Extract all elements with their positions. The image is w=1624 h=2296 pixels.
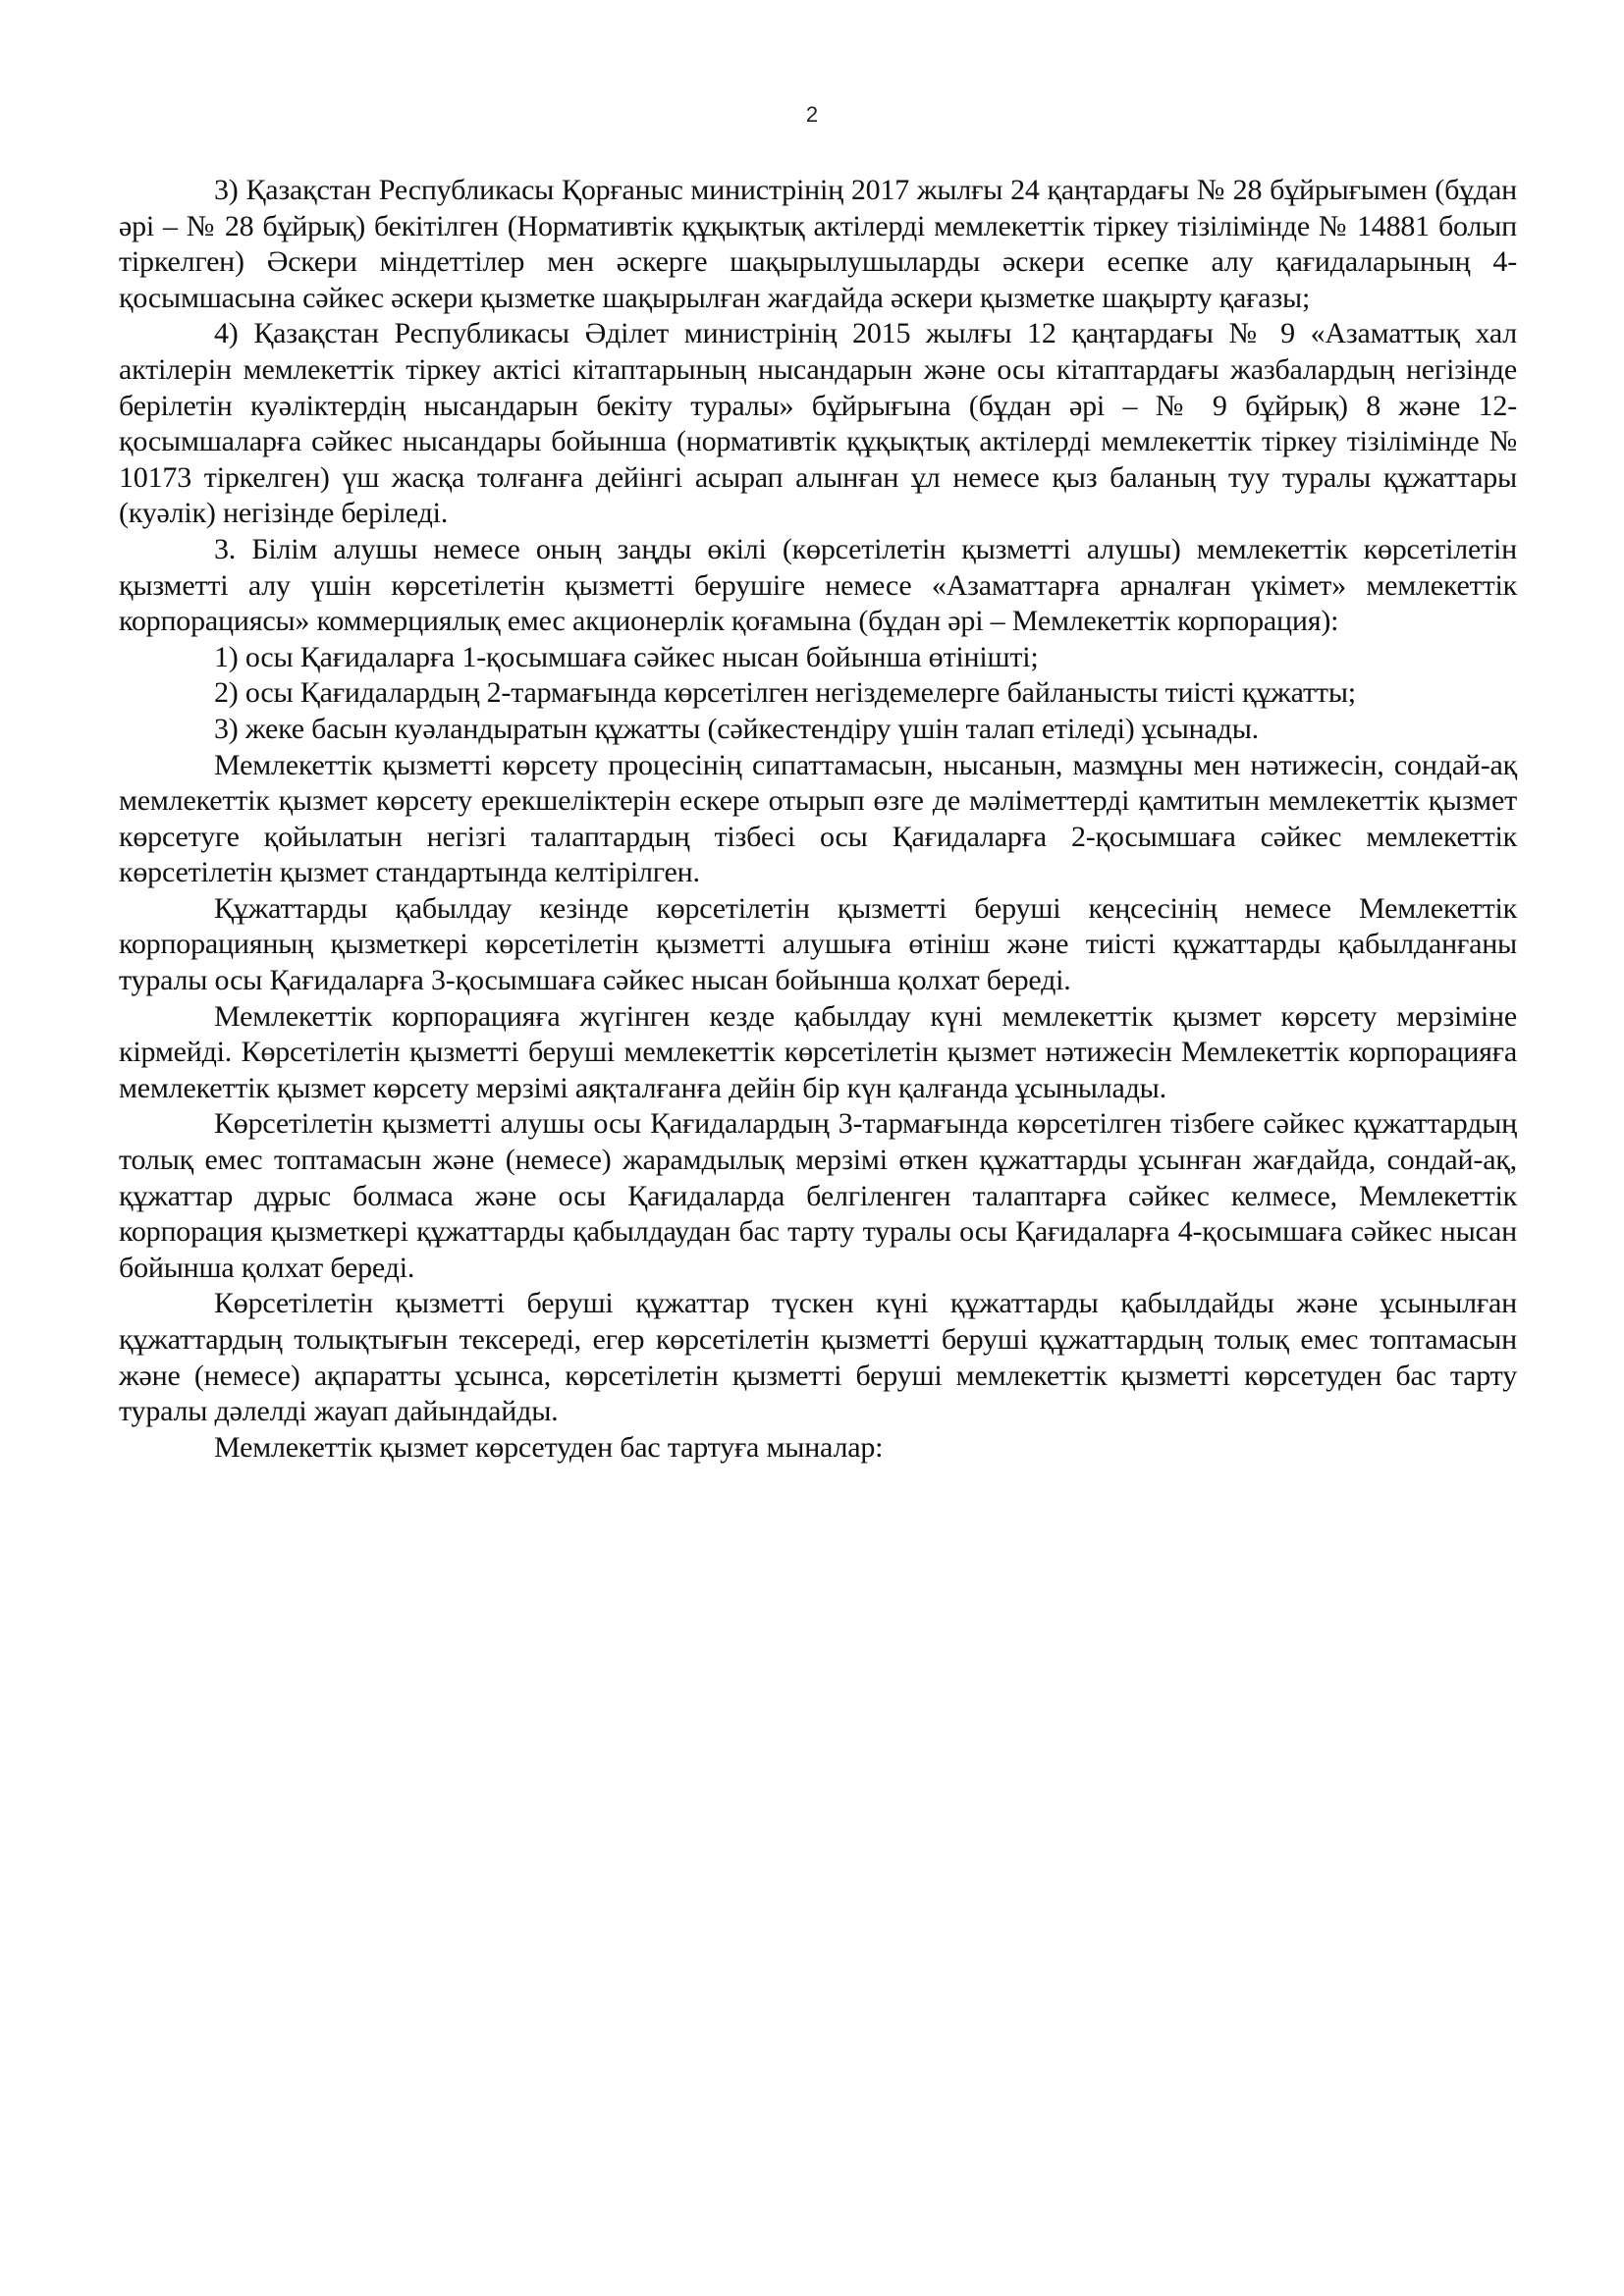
paragraph-state-corporation-timing: Мемлекеттік корпорацияға жүгінген кезде қабылдау күні мемлекеттік қызмет көрсету мерзіміне кірмейді. Көрсетілетін қызметті беруші мемлекеттік көрсетілетін қызмет нәтижесін Мемлекеттік корпорацияға мемлекеттік қызмет көрсету мерзімі аяқталғанға дейін бір күн қалғанда ұсынылады. (119, 999, 1517, 1104)
paragraph-clause-3-submission: 3. Білім алушы немесе оның заңды өкілі (көрсетілетін қызметті алушы) мемлекеттік көрсетілетін қызметті алу үшін көрсетілетін қызметті берушіге немесе «Азаматтарға арналған үкімет» мемлекеттік корпорациясы» коммерциялық емес акционерлік қоғамына (бұдан әрі – Мемлекеттік корпорация): (119, 532, 1517, 638)
paragraph-item-3-military-summons: 3) Қазақстан Республикасы Қорғаныс министрінің 2017 жылғы 24 қаңтардағы № 28 бұйрығымен (бұдан әрі – № 28 бұйрық) бекітілген (Нормативтік құқықтық актілерді мемлекеттік тіркеу тізілімінде № 14881 болып тіркелген) Әскери міндеттілер мен әскерге шақырылушыларды әскери есепке алу қағидаларының 4-қосымшасына сәйкес әскери қызметке шақырылған жағдайда әскери қызметке шақырту қағазы; (119, 174, 1517, 314)
paragraph-subitem-2-relevant-document: 2) осы Қағидалардың 2-тармағында көрсетілген негіздемелерге байланысты тиісті құжатты; (214, 676, 1356, 710)
paragraph-refusal-receipt: Көрсетілетін қызметті алушы осы Қағидалардың 3-тармағында көрсетілген тізбеге сәйкес құжаттардың толық емес топтамасын және (немесе) жарамдылық мерзімі өткен құжаттарды ұсынған жағдайда, сондай-ақ, құжаттар дұрыс болмаса және осы Қағидаларда белгіленген талаптарға сәйкес келмесе, Мемлекеттік корпорация қызметкері құжаттарды қабылдаудан бас тарту туралы осы Қағидаларға 4-қосымшаға сәйкес нысан бойынша қолхат береді. (119, 1107, 1517, 1284)
paragraph-document-receipt: Құжаттарды қабылдау кезінде көрсетілетін қызметті беруші кеңсесінің немесе Мемлекеттік корпорацияның қызметкері көрсетілетін қызметті алушыға өтініш және тиісті құжаттарды қабылданғаны туралы осы Қағидаларға 3-қосымшаға сәйкес нысан бойынша қолхат береді. (119, 891, 1517, 997)
document-body (119, 173, 1517, 1466)
paragraph-item-4-birth-certificate: 4) Қазақстан Республикасы Әділет министрінің 2015 жылғы 12 қаңтардағы № 9 «Азаматтық хал актілерін мемлекеттік тіркеу актісі кітаптарының нысандарын және осы кітаптардағы жазбалардың негізінде берілетін куәліктердің нысандарын бекіту туралы» бұйрығына (бұдан әрі – № 9 бұйрық) 8 және 12-қосымшаларға сәйкес нысандары бойынша (нормативтік құқықтық актілерді мемлекеттік тіркеу тізілімінде № 10173 тіркелген) үш жасқа толғанға дейінгі асырап алынған ұл немесе қыз баланың туу туралы құжаттары (куәлік) негізінде беріледі. (119, 317, 1517, 530)
paragraph-provider-verification: Көрсетілетін қызметті беруші құжаттар түскен күні құжаттарды қабылдайды және ұсынылған құжаттардың толықтығын тексереді, егер көрсетілетін қызметті беруші құжаттардың толық емес топтамасын және (немесе) ақпаратты ұсынса, көрсетілетін қызметті беруші мемлекеттік қызметті көрсетуден бас тарту туралы дәлелді жауап дайындайды. (119, 1287, 1517, 1428)
paragraph-subitem-3-identity-document: 3) жеке басын куәландыратын құжатты (сәйкестендіру үшін талап етіледі) ұсынады. (214, 712, 1259, 745)
page-number: 2 (805, 102, 819, 127)
paragraph-refusal-grounds-intro: Мемлекеттік қызмет көрсетуден бас тартуға мыналар: (214, 1430, 884, 1464)
paragraph-subitem-1-application: 1) осы Қағидаларға 1-қосымшаға сәйкес нысан бойынша өтінішті; (214, 640, 1039, 673)
paragraph-service-standard: Мемлекеттік қызметті көрсету процесінің сипаттамасын, нысанын, мазмұны мен нәтижесін, сондай-ақ мемлекеттік қызмет көрсету ерекшеліктерін ескере отырып өзге де мәліметтерді қамтитын мемлекеттік қызмет көрсетуге қойылатын негізгі талаптардың тізбесі осы Қағидаларға 2-қосымшаға сәйкес мемлекеттік көрсетілетін қызмет стандартында келтірілген. (119, 748, 1517, 889)
